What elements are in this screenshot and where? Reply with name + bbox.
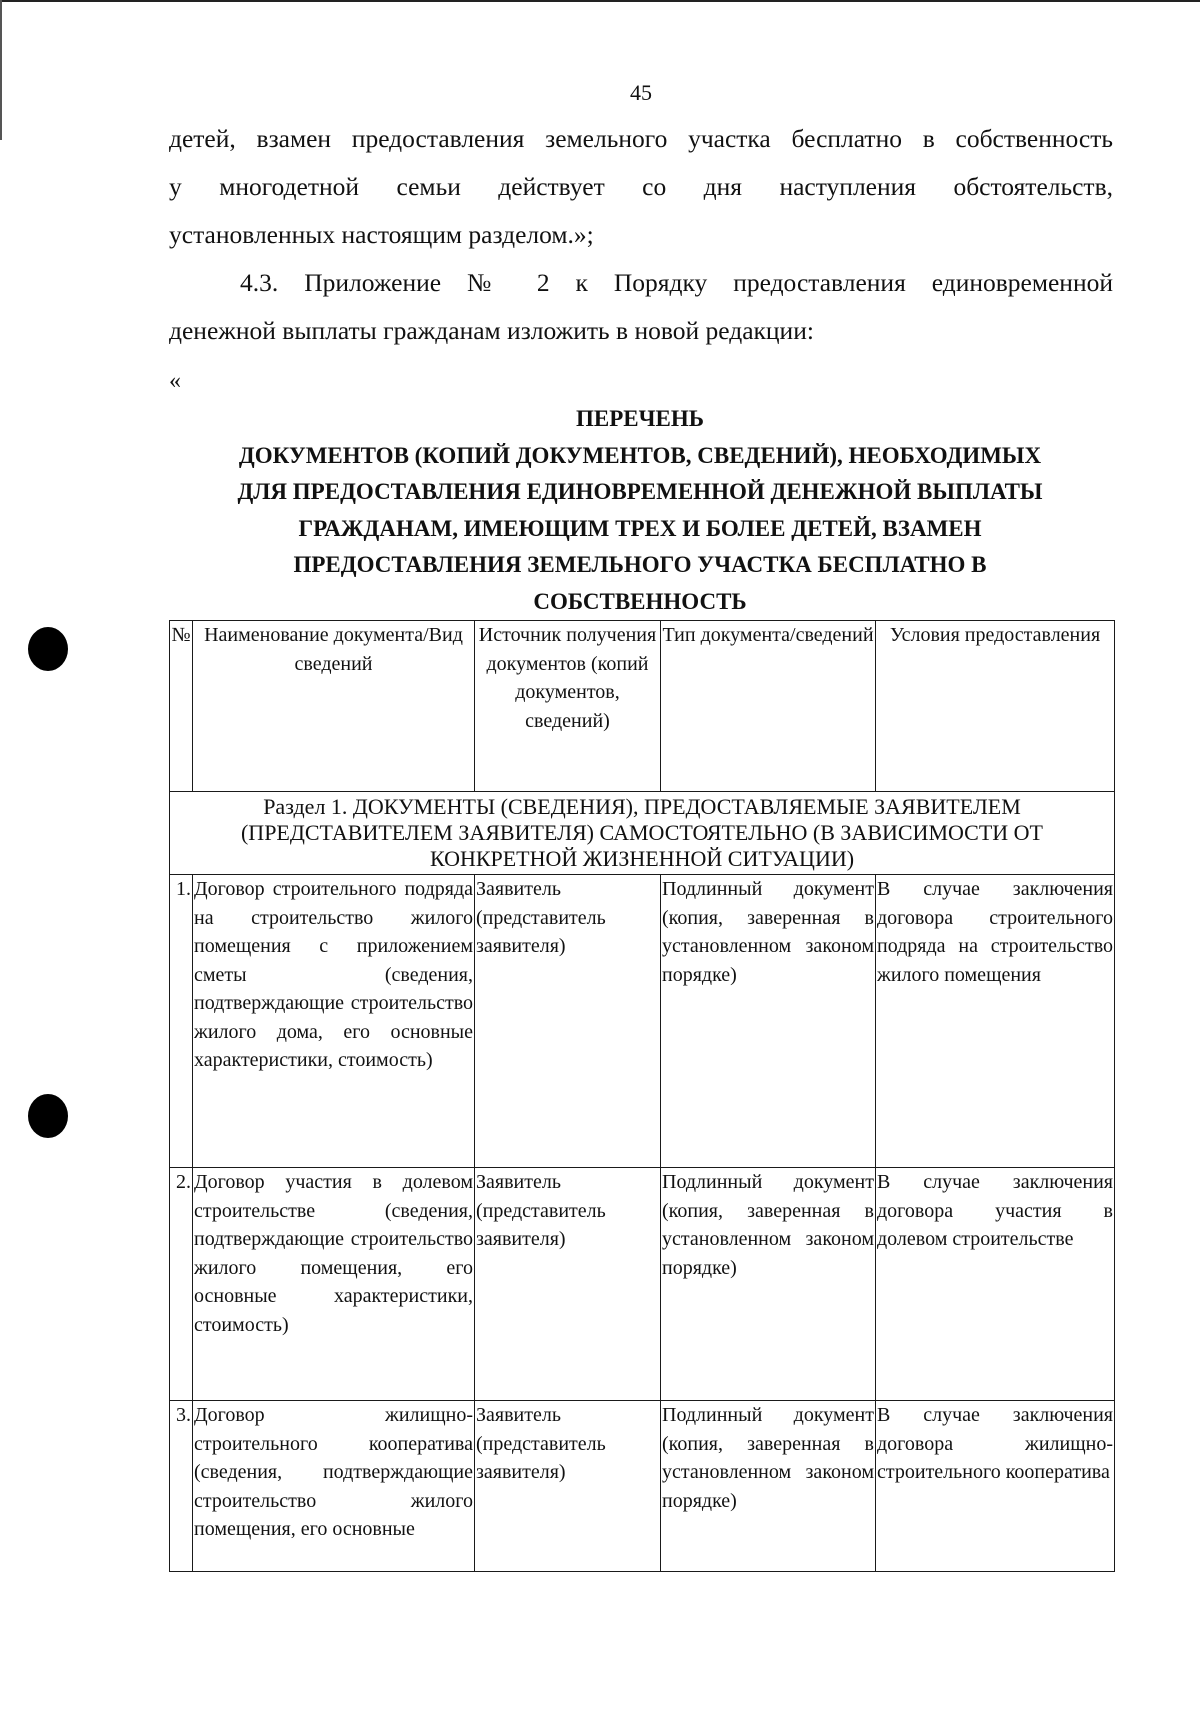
- title-line: ПРЕДОСТАВЛЕНИЯ ЗЕМЕЛЬНОГО УЧАСТКА БЕСПЛАТНО В: [293, 552, 987, 577]
- page-number: 45: [630, 80, 652, 105]
- header-source: Источник получения документов (копий документов, сведений): [475, 621, 661, 792]
- header-num: №: [170, 621, 193, 792]
- open-quote: «: [169, 368, 181, 394]
- paragraph-line: у многодетной семьи действует со дня наступления обстоятельств,: [169, 172, 1113, 201]
- row-type: Подлинный документ (копия, заверенная в установленном законом порядке): [661, 875, 876, 1168]
- paragraph-line: установленных настоящим разделом.»;: [169, 220, 594, 249]
- row-name: Договор жилищно-строительного кооператива (сведения, подтверждающие строительство жилого помещения, его основные: [193, 1401, 475, 1572]
- scan-left-edge: [0, 0, 2, 140]
- title-line: ДОКУМЕНТОВ (КОПИЙ ДОКУМЕНТОВ, СВЕДЕНИЙ), НЕОБХОДИМЫХ: [238, 442, 1042, 468]
- table-row: [170, 1401, 1115, 1572]
- paragraph-continuation: [169, 115, 1113, 259]
- row-source: Заявитель (представитель заявителя): [475, 1168, 661, 1401]
- paragraph-amendment: [169, 259, 1113, 355]
- paragraph-line: детей, взамен предоставления земельного участка бесплатно в собственность: [169, 124, 1113, 153]
- row-name: Договор строительного подряда на строительство жилого помещения с приложением сметы (сведения, подтверждающие строительство жилого дома, его основные характеристики, стоимость): [193, 875, 475, 1168]
- row-type: Подлинный документ (копия, заверенная в установленном законом порядке): [661, 1401, 876, 1572]
- row-conditions: В случае заключения договора жилищно-строительного кооператива: [876, 1401, 1115, 1572]
- title-line: СОБСТВЕННОСТЬ: [533, 588, 747, 614]
- row-num: 2.: [170, 1168, 193, 1401]
- scan-top-edge: [0, 0, 1200, 2]
- table-row: [170, 875, 1115, 1168]
- header-name: Наименование документа/Вид сведений: [193, 621, 475, 792]
- paragraph-line: денежной выплаты гражданам изложить в новой редакции:: [169, 316, 814, 345]
- paragraph-line: 4.3. Приложение № 2 к Порядку предоставления единовременной: [240, 268, 1113, 297]
- row-num: 3.: [170, 1401, 193, 1572]
- table-row: [170, 1168, 1115, 1401]
- title-line: ДЛЯ ПРЕДОСТАВЛЕНИЯ ЕДИНОВРЕМЕННОЙ ДЕНЕЖНОЙ ВЫПЛАТЫ: [237, 479, 1043, 504]
- section-title: Раздел 1. ДОКУМЕНТЫ (СВЕДЕНИЯ), ПРЕДОСТАВЛЯЕМЫЕ ЗАЯВИТЕЛЕМ (ПРЕДСТАВИТЕЛЕМ ЗАЯВИТЕЛЯ) САМОСТОЯТЕЛЬНО (В ЗАВИСИМОСТИ ОТ КОНКРЕТНОЙ ЖИЗНЕННОЙ СИТУАЦИИ): [170, 792, 1115, 875]
- row-name: Договор участия в долевом строительстве (сведения, подтверждающие строительство жилого помещения, его основные характеристики, стоимость): [193, 1168, 475, 1401]
- punch-hole: [28, 627, 68, 671]
- title-line: ПЕРЕЧЕНЬ: [576, 406, 704, 431]
- row-num: 1.: [170, 875, 193, 1168]
- row-source: Заявитель (представитель заявителя): [475, 875, 661, 1168]
- documents-table: [169, 620, 1115, 1572]
- title-line: ГРАЖДАНАМ, ИМЕЮЩИМ ТРЕХ И БОЛЕЕ ДЕТЕЙ, ВЗАМЕН: [298, 515, 982, 541]
- row-conditions: В случае заключения договора участия в долевом строительстве: [876, 1168, 1115, 1401]
- row-source: Заявитель (представитель заявителя): [475, 1401, 661, 1572]
- row-type: Подлинный документ (копия, заверенная в установленном законом порядке): [661, 1168, 876, 1401]
- header-conditions: Условия предоставления: [876, 621, 1115, 792]
- table-header-row: [170, 621, 1115, 792]
- section-row: [170, 792, 1115, 875]
- document-title: [200, 401, 1080, 620]
- header-type: Тип документа/сведений: [661, 621, 876, 792]
- row-conditions: В случае заключения договора строительного подряда на строительство жилого помещения: [876, 875, 1115, 1168]
- punch-hole: [28, 1094, 68, 1138]
